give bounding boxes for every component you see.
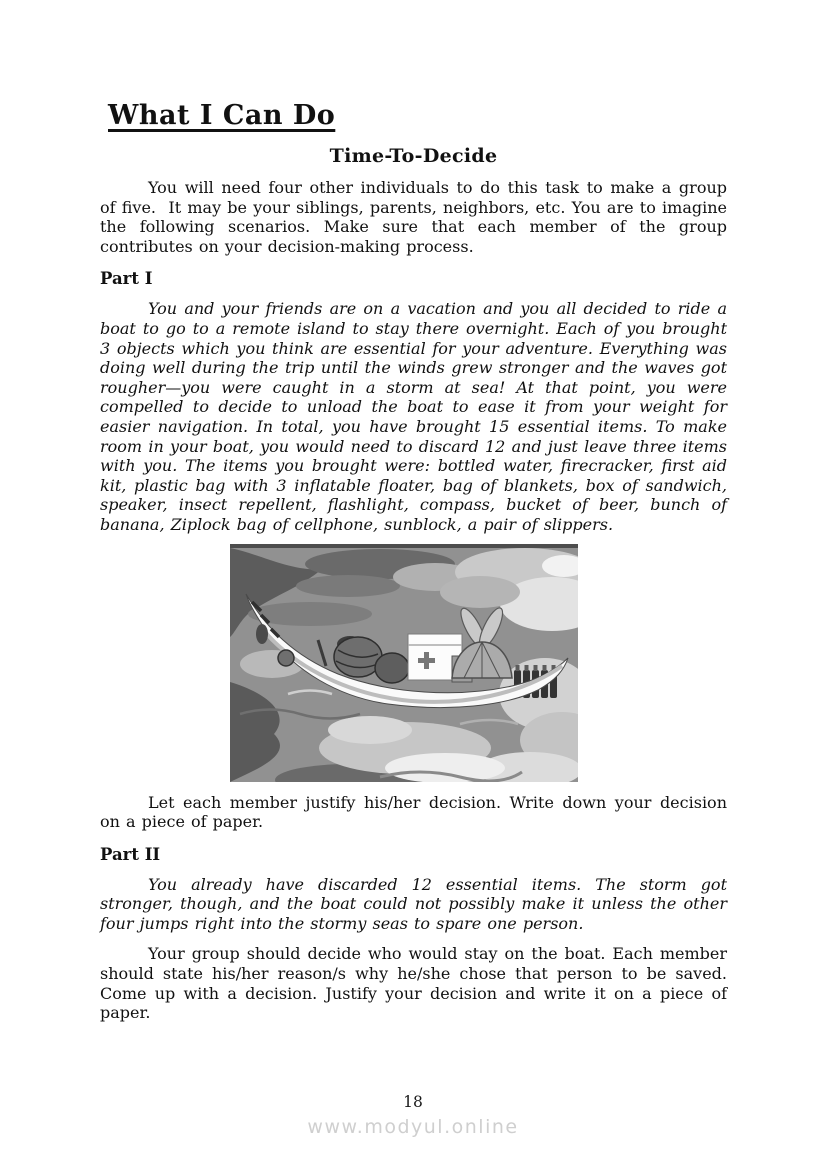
part1-instruction: Let each member justify his/her decision. Write down your decision on a piece of paper. (100, 792, 727, 832)
activity-title: Time-To-Decide (329, 145, 498, 167)
boat-illustration (230, 544, 578, 782)
part1-heading: Part I (100, 269, 153, 289)
part2-scenario: You already have discarded 12 essential items. The storm got stronger, though, and the boat could not possibly make it unless the other four jumps right into the stormy seas to spare one person. (100, 874, 727, 933)
part1-scenario: You and your friends are on a vacation and you all decided to ride a boat to go to a remote island to stay there overnight. Each of you brought 3 objects which you think are essential for your adventure. Everything was doing well during the trip until the winds grew stronger and the waves got rougher—you were caught in a storm at sea! At that point, you were compelled to decide to unload the boat to ease it from your weight for easier navigation. In total, you have brought 15 essential items. To make room in your boat, you would need to discard 12 and just leave three items with you. The items you brought were: bottled water, firecracker, first aid kit, plastic bag with 3 inflatable floater, bag of blankets, box of sandwich, speaker, insect repellent, flashlight, compass, bucket of beer, bunch of banana, Ziplock bag of cellphone, sunblock, a pair of slippers. (100, 299, 727, 534)
part2-instruction: Your group should decide who would stay on the boat. Each member should state his/her reason/s why he/she chose that person to be saved. Come up with a decision. Justify your decision and write it on a piece of paper. (100, 944, 727, 1023)
part2-heading: Part II (100, 844, 161, 864)
watermark-text: www.modyul.online (307, 1116, 519, 1138)
page-number: 18 (403, 1093, 423, 1111)
boat-in-storm-image (230, 544, 578, 782)
page-title: What I Can Do (108, 100, 336, 131)
intro-paragraph: You will need four other individuals to do this task to make a group of five. It may be your siblings, parents, neighbors, etc. You are to imagine the following scenarios. Make sure that each member of the group contributes on your decision-making process. (100, 178, 727, 256)
